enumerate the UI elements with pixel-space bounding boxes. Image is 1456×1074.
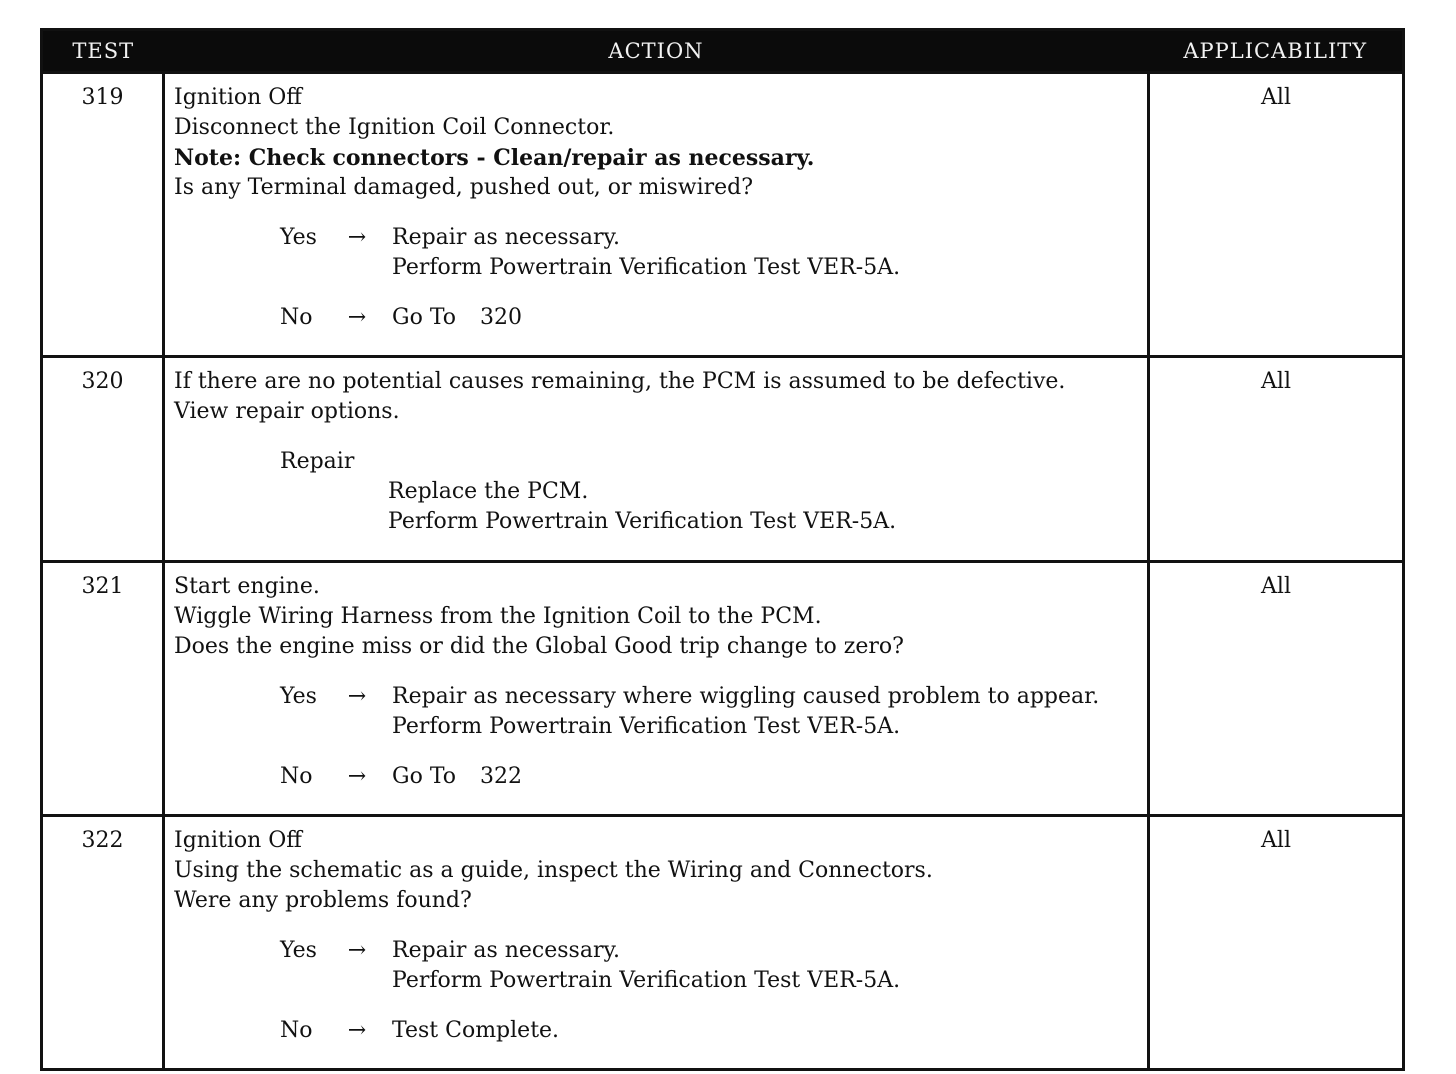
action-cell xyxy=(164,816,1149,1070)
action-step: View repair options. xyxy=(174,399,400,424)
action-step: Ignition Off xyxy=(174,828,302,853)
table-row xyxy=(42,73,1404,357)
no-label: No xyxy=(280,1018,313,1043)
action-cell xyxy=(164,73,1149,357)
repair-step: Replace the PCM. xyxy=(388,479,589,504)
table-row xyxy=(42,816,1404,1070)
no-label: No xyxy=(280,764,313,789)
no-instructions xyxy=(392,762,522,792)
goto-test-number: 322 xyxy=(480,764,523,789)
yes-instruction-line: Perform Powertrain Verification Test VER-5A. xyxy=(392,714,901,739)
applicability-value: All xyxy=(1149,816,1404,1070)
action-question: Is any Terminal damaged, pushed out, or miswired? xyxy=(174,175,754,200)
repair-label: Repair xyxy=(280,449,355,474)
action-step: If there are no potential causes remaining, the PCM is assumed to be defective. xyxy=(174,369,1066,394)
no-response xyxy=(174,303,1139,333)
repair-step: Perform Powertrain Verification Test VER-5A. xyxy=(388,509,897,534)
yes-response xyxy=(174,223,1139,283)
action-question: Does the engine miss or did the Global Good trip change to zero? xyxy=(174,634,904,659)
table-row xyxy=(42,562,1404,816)
yes-instruction-line: Repair as necessary. xyxy=(392,225,620,250)
action-question: Were any problems found? xyxy=(174,888,472,913)
yes-label: Yes xyxy=(280,684,317,709)
right-arrow-icon: → xyxy=(347,225,367,250)
applicability-value: All xyxy=(1149,562,1404,816)
right-arrow-icon: → xyxy=(347,305,367,330)
test-number: 319 xyxy=(42,73,164,357)
yes-instructions xyxy=(392,682,1099,742)
no-instructions xyxy=(392,303,522,333)
yes-label: Yes xyxy=(280,938,317,963)
test-complete-text: Test Complete. xyxy=(392,1018,560,1043)
test-number: 321 xyxy=(42,562,164,816)
yes-instruction-line: Perform Powertrain Verification Test VER-5A. xyxy=(392,968,901,993)
yes-label: Yes xyxy=(280,225,317,250)
goto-test-number: 320 xyxy=(480,305,523,330)
diagnostic-test-table xyxy=(40,28,1405,1071)
yes-response xyxy=(174,936,1139,996)
yes-instruction-line: Perform Powertrain Verification Test VER-5A. xyxy=(392,255,901,280)
goto-text: Go To xyxy=(392,305,457,330)
table-row xyxy=(42,357,1404,562)
test-number: 320 xyxy=(42,357,164,562)
repair-steps xyxy=(388,477,1139,537)
action-step: Start engine. xyxy=(174,574,320,599)
yes-instruction-line: Repair as necessary. xyxy=(392,938,620,963)
applicability-value: All xyxy=(1149,73,1404,357)
header-action: ACTION xyxy=(164,30,1149,73)
no-response xyxy=(174,762,1139,792)
right-arrow-icon: → xyxy=(347,1018,367,1043)
header-applicability: APPLICABILITY xyxy=(1149,30,1404,73)
action-cell xyxy=(164,357,1149,562)
yes-instructions xyxy=(392,223,900,283)
action-note: Note: Check connectors - Clean/repair as necessary. xyxy=(174,145,815,171)
action-step: Using the schematic as a guide, inspect the Wiring and Connectors. xyxy=(174,858,933,883)
applicability-value: All xyxy=(1149,357,1404,562)
diagnostic-test-document xyxy=(40,28,1402,1071)
goto-text: Go To xyxy=(392,764,457,789)
right-arrow-icon: → xyxy=(347,938,367,963)
action-step: Disconnect the Ignition Coil Connector. xyxy=(174,115,615,140)
yes-instruction-line: Repair as necessary where wiggling caused problem to appear. xyxy=(392,684,1100,709)
right-arrow-icon: → xyxy=(347,764,367,789)
yes-instructions xyxy=(392,936,900,996)
action-step: Wiggle Wiring Harness from the Ignition Coil to the PCM. xyxy=(174,604,822,629)
right-arrow-icon: → xyxy=(347,684,367,709)
header-test: TEST xyxy=(42,30,164,73)
no-instructions xyxy=(392,1016,559,1046)
test-number: 322 xyxy=(42,816,164,1070)
action-step: Ignition Off xyxy=(174,85,302,110)
table-header-row xyxy=(42,30,1404,73)
no-label: No xyxy=(280,305,313,330)
no-response xyxy=(174,1016,1139,1046)
yes-response xyxy=(174,682,1139,742)
action-cell xyxy=(164,562,1149,816)
